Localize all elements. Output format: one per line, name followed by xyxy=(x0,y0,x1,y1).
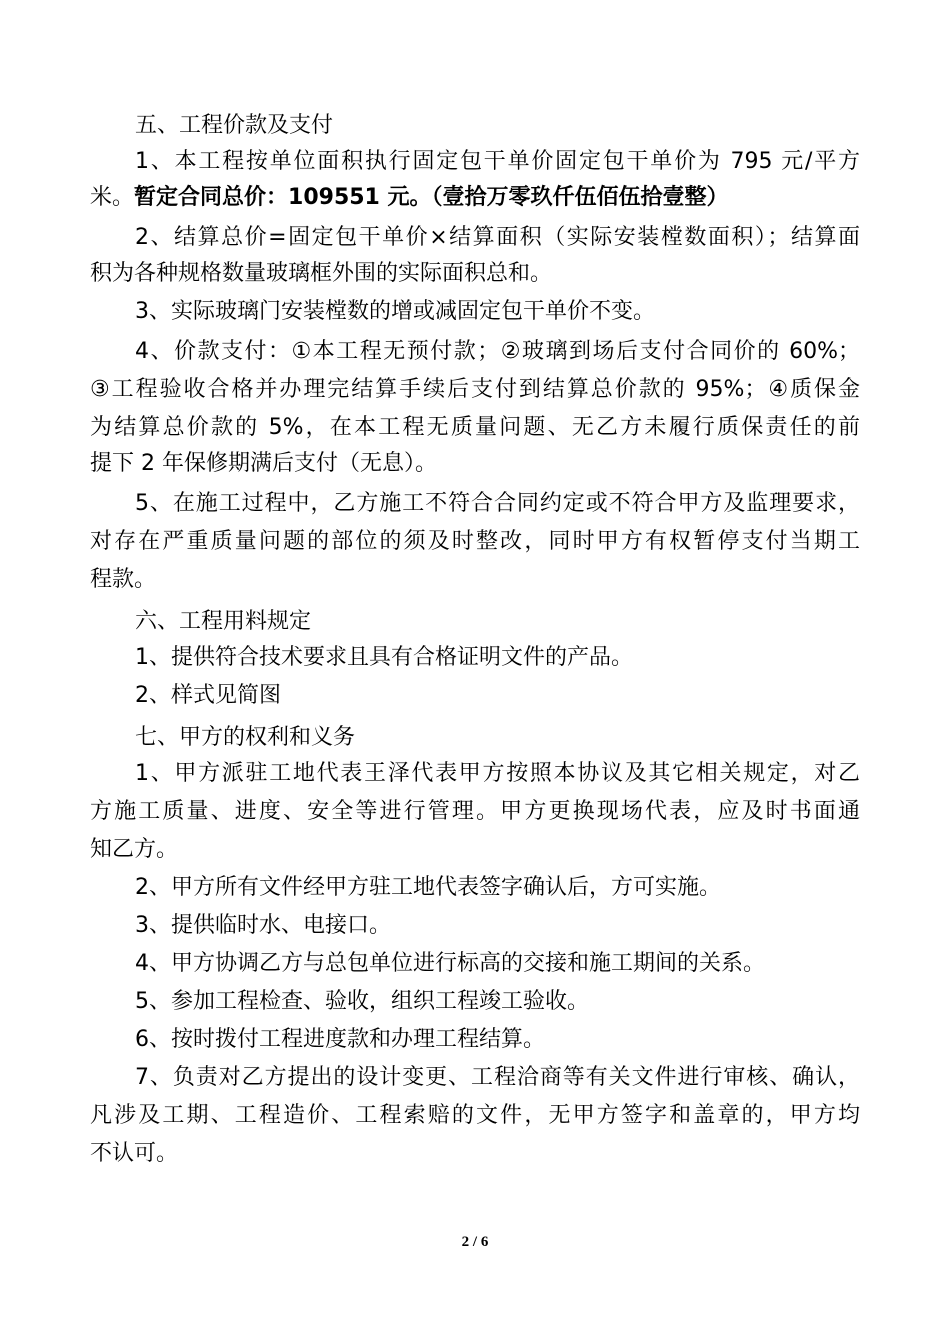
paragraph-line: 不认可。 xyxy=(90,1141,179,1166)
paragraph-line: 1、本工程按单位面积执行固定包干单价固定包干单价为 795 元/平方 xyxy=(135,149,860,174)
paragraph-line: 积为各种规格数量玻璃框外围的实际面积总和。 xyxy=(90,261,553,286)
section-heading-party-a-rights: 七、甲方的权利和义务 xyxy=(135,725,356,750)
paragraph-line: 程款。 xyxy=(90,567,157,592)
paragraph-line xyxy=(90,180,729,216)
paragraph-line: 方施工质量、进度、安全等进行管理。甲方更换现场代表，应及时书面通 xyxy=(90,799,860,824)
paragraph-line: 1、甲方派驻工地代表王泽代表甲方按照本协议及其它相关规定，对乙 xyxy=(135,761,860,786)
paragraph-line: 凡涉及工期、工程造价、工程索赔的文件，无甲方签字和盖章的，甲方均 xyxy=(90,1103,860,1128)
paragraph-line: 提下 2 年保修期满后支付（无息）。 xyxy=(90,451,437,476)
paragraph-line: 2、结算总价=固定包干单价×结算面积（实际安装樘数面积）；结算面 xyxy=(135,225,860,250)
paragraph-line: 4、甲方协调乙方与总包单位进行标高的交接和施工期间的关系。 xyxy=(135,951,765,976)
paragraph-line: ③工程验收合格并办理完结算手续后支付到结算总价款的 95%；④质保金 xyxy=(90,377,860,402)
paragraph-line: 3、提供临时水、电接口。 xyxy=(135,913,391,938)
page-number: 2 / 6 xyxy=(461,1234,489,1250)
section-heading-materials: 六、工程用料规定 xyxy=(135,609,312,634)
paragraph-line: 2、样式见简图 xyxy=(135,683,281,708)
paragraph-line: 为结算总价款的 5%，在本工程无质量问题、无乙方未履行质保责任的前 xyxy=(90,415,860,440)
paragraph-line: 5、参加工程检查、验收，组织工程竣工验收。 xyxy=(135,989,589,1014)
paragraph-line: 对存在严重质量问题的部位的须及时整改，同时甲方有权暂停支付当期工 xyxy=(90,529,860,554)
paragraph-text: 米。 xyxy=(90,185,135,210)
paragraph-line: 6、按时拨付工程进度款和办理工程结算。 xyxy=(135,1027,545,1052)
paragraph-line: 2、甲方所有文件经甲方驻工地代表签字确认后，方可实施。 xyxy=(135,875,721,900)
contract-total-price: 暂定合同总价：109551 元。（壹拾万零玖仟伍佰伍拾壹整） xyxy=(134,185,729,210)
paragraph-line: 知乙方。 xyxy=(90,837,179,862)
paragraph-line: 7、负责对乙方提出的设计变更、工程洽商等有关文件进行审核、确认， xyxy=(135,1065,860,1090)
paragraph-line: 4、价款支付：①本工程无预付款；②玻璃到场后支付合同价的 60%； xyxy=(135,339,860,364)
paragraph-line: 1、提供符合技术要求且具有合格证明文件的产品。 xyxy=(135,645,633,670)
paragraph-line: 3、实际玻璃门安装樘数的增或减固定包干单价不变。 xyxy=(135,299,655,324)
section-heading-price-payment: 五、工程价款及支付 xyxy=(135,113,334,138)
paragraph-line: 5、在施工过程中，乙方施工不符合合同约定或不符合甲方及监理要求， xyxy=(135,491,860,516)
